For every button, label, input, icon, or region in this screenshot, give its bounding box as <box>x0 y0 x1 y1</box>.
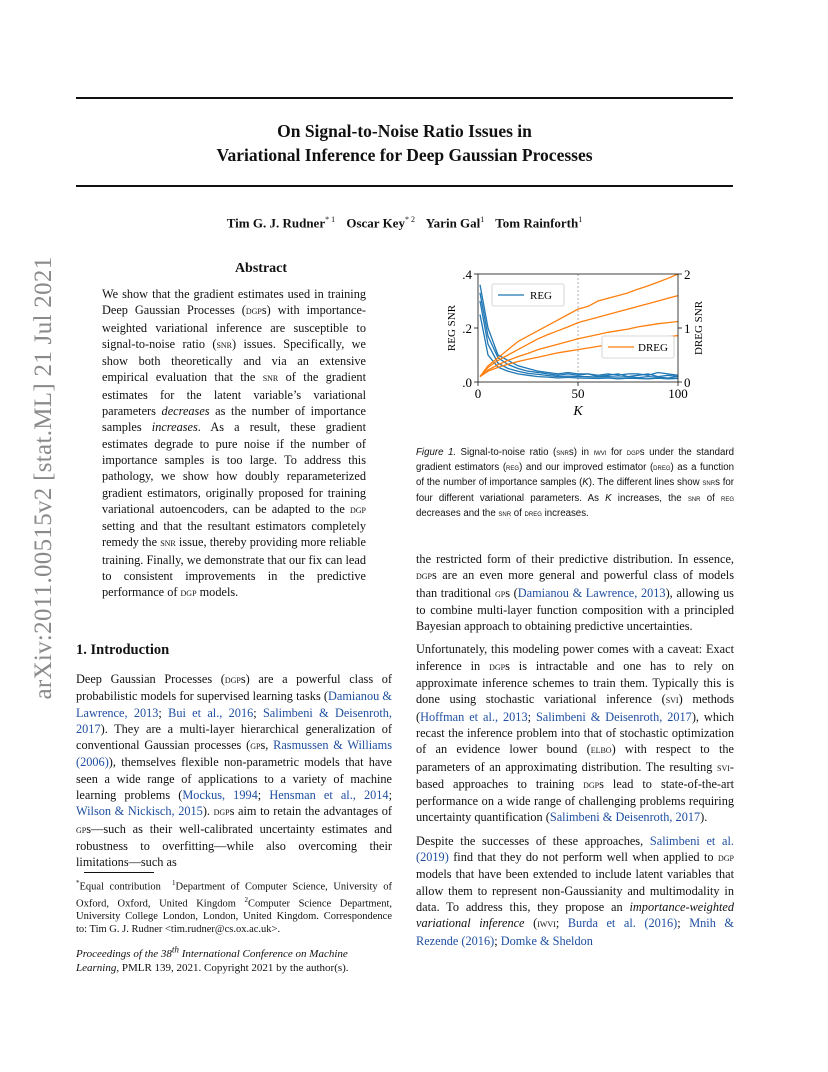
y-left-tick-label: .0 <box>462 375 472 390</box>
y-right-axis-label: DREG SNR <box>693 300 705 356</box>
abstract-text: We show that the gradient estimates used in training Deep Gaussian Processes (dgps) with importance-weighted variational inference are susceptible to signal-to-noise ratio (snr) issues. Specifically, we show both theoretically and via an extensive empirical evaluation that the snr of the gradient estimates for the latent variable’s variational parameters decreases as the number of importance samples increases. As a result, these gradient estimates degrade to pure noise if the number of importance samples is too large. To address this pathology, we show how doubly reparameterized gradient estimators, originally proposed for training variational autoencoders, can be adapted to the dgp setting and that the resultant estimators completely remedy the snr issue, thereby providing more reliable training. Finally, we demonstrate that our fix can lead to consistent improvements in the predictive performance of dgp models. <box>102 287 366 600</box>
legend-reg-label: REG <box>530 290 552 302</box>
author-name: Oscar Key <box>346 215 405 231</box>
affiliation-footnote: *Equal contribution $^1$Department of Computer Science, University of Oxford, Oxford, United Kingdom $^2$Computer Science Department, University College London, London, United Kingdom. Correspondence to: Tim G. J. Rudner <tim.rudner@cs.ox.ac.uk>. <box>76 879 392 935</box>
figure-caption: Figure 1. Signal-to-noise ratio (snrs) in iwvi for dgps under the standard gradient estimators (reg) and our improved estimator (dreg) as a function of the number of importance samples (K). The different lines show snrs for four different variational parameters. As K increases, the snr of reg decreases and the snr of dreg increases. <box>416 447 734 519</box>
section-heading-introduction: 1. Introduction <box>76 642 170 658</box>
author-affiliation-mark: * 2 <box>404 215 415 224</box>
right-paragraph: Despite the successes of these approaches, Salimbeni et al. (2019) find that they do not perform well when applied to dgp models that have been extended to include latent variables that allow them to represent non-Gaussianity and multimodality in data. To address this, they propose an importance-weighted variational inference (iwvi; Burda et al. (2016); Mnih & Rezende (2016); Domke & Sheldon <box>416 833 735 948</box>
y-right-tick-label: 1 <box>684 321 691 336</box>
arxiv-identifier: arXiv:2011.00515v2 [stat.ML] 21 Jul 2021 <box>30 256 57 700</box>
y-right-tick-label: 2 <box>684 267 691 282</box>
author-name: Tom Rainforth <box>495 215 579 231</box>
author-name: Yarin Gal <box>425 215 481 231</box>
introduction-paragraph: Deep Gaussian Processes (dgps) are a powerful class of probabilistic models for supervised learning tasks (Damianou & Lawrence, 2013; Bui et al., 2016; Salimbeni & Deisenroth, 2017). They are a multi-layer hierarchical generalization of conventional Gaussian processes (gps, Rasmussen & Williams (2006)), themselves flexible non-parametric models that have seen a wide range of applications to a variety of machine learning problems (Mockus, 1994; Hensman et al., 2014; Wilson & Nickisch, 2015). dgps aim to retain the advantages of gps—such as their well-calibrated uncertainty estimates and robustness to overfitting—while also overcoming their limitations—such as <box>76 672 393 870</box>
abstract-heading: Abstract <box>234 261 288 276</box>
title-top-rule <box>76 97 733 99</box>
x-axis-label: K <box>573 404 583 419</box>
y-left-tick-label: .4 <box>462 267 472 282</box>
author-affiliation-mark: * 1 <box>325 215 336 224</box>
right-paragraph: the restricted form of their predictive distribution. In essence, dgps are an even more general and powerful class of models than traditional gps (Damianou & Lawrence, 2013), allowing us to combine multi-layer function composition with a principled Bayesian approach to obtaining predictive uncertainties. <box>416 552 734 634</box>
x-tick-label: 50 <box>571 386 585 401</box>
title-bottom-rule <box>76 185 733 187</box>
author-affiliation-mark: 1 <box>578 215 583 224</box>
y-left-axis-label: REG SNR <box>446 304 458 352</box>
legend-dreg-label: DREG <box>638 342 668 354</box>
y-left-tick-label: .2 <box>462 321 472 336</box>
author-list <box>76 215 733 231</box>
y-right-tick-label: 0 <box>684 375 691 390</box>
snr-figure <box>410 260 730 422</box>
footnote-rule <box>84 872 154 873</box>
x-tick-label: 0 <box>474 386 482 401</box>
paper-title-line-1: On Signal-to-Noise Ratio Issues in <box>277 121 532 141</box>
x-tick-label: 100 <box>668 386 688 401</box>
author-affiliation-mark: 1 <box>480 215 485 224</box>
author-name: Tim G. J. Rudner <box>226 215 326 231</box>
right-column-text <box>416 551 734 956</box>
proceedings-note: Proceedings of the 38th International Conference on Machine Learning, PMLR 139, 2021. Copyright 2021 by the author(s). <box>76 944 349 974</box>
paper-title-line-2: Variational Inference for Deep Gaussian Processes <box>216 145 593 165</box>
right-paragraph: Unfortunately, this modeling power comes with a caveat: Exact inference in dgps is intractable and one has to rely on approximate inference schemes to train them. Typically this is done using stochastic variational inference (svi) methods (Hoffman et al., 2013; Salimbeni & Deisenroth, 2017), which recast the inference problem into that of stochastic optimization of an evidence lower bound (elbo) with respect to the parameters of an approximating distribution. The resulting svi-based approaches to training dgps lead to state-of-the-art performance on a wide range of challenging problems requiring uncertainty quantification (Salimbeni & Deisenroth, 2017). <box>416 642 734 825</box>
